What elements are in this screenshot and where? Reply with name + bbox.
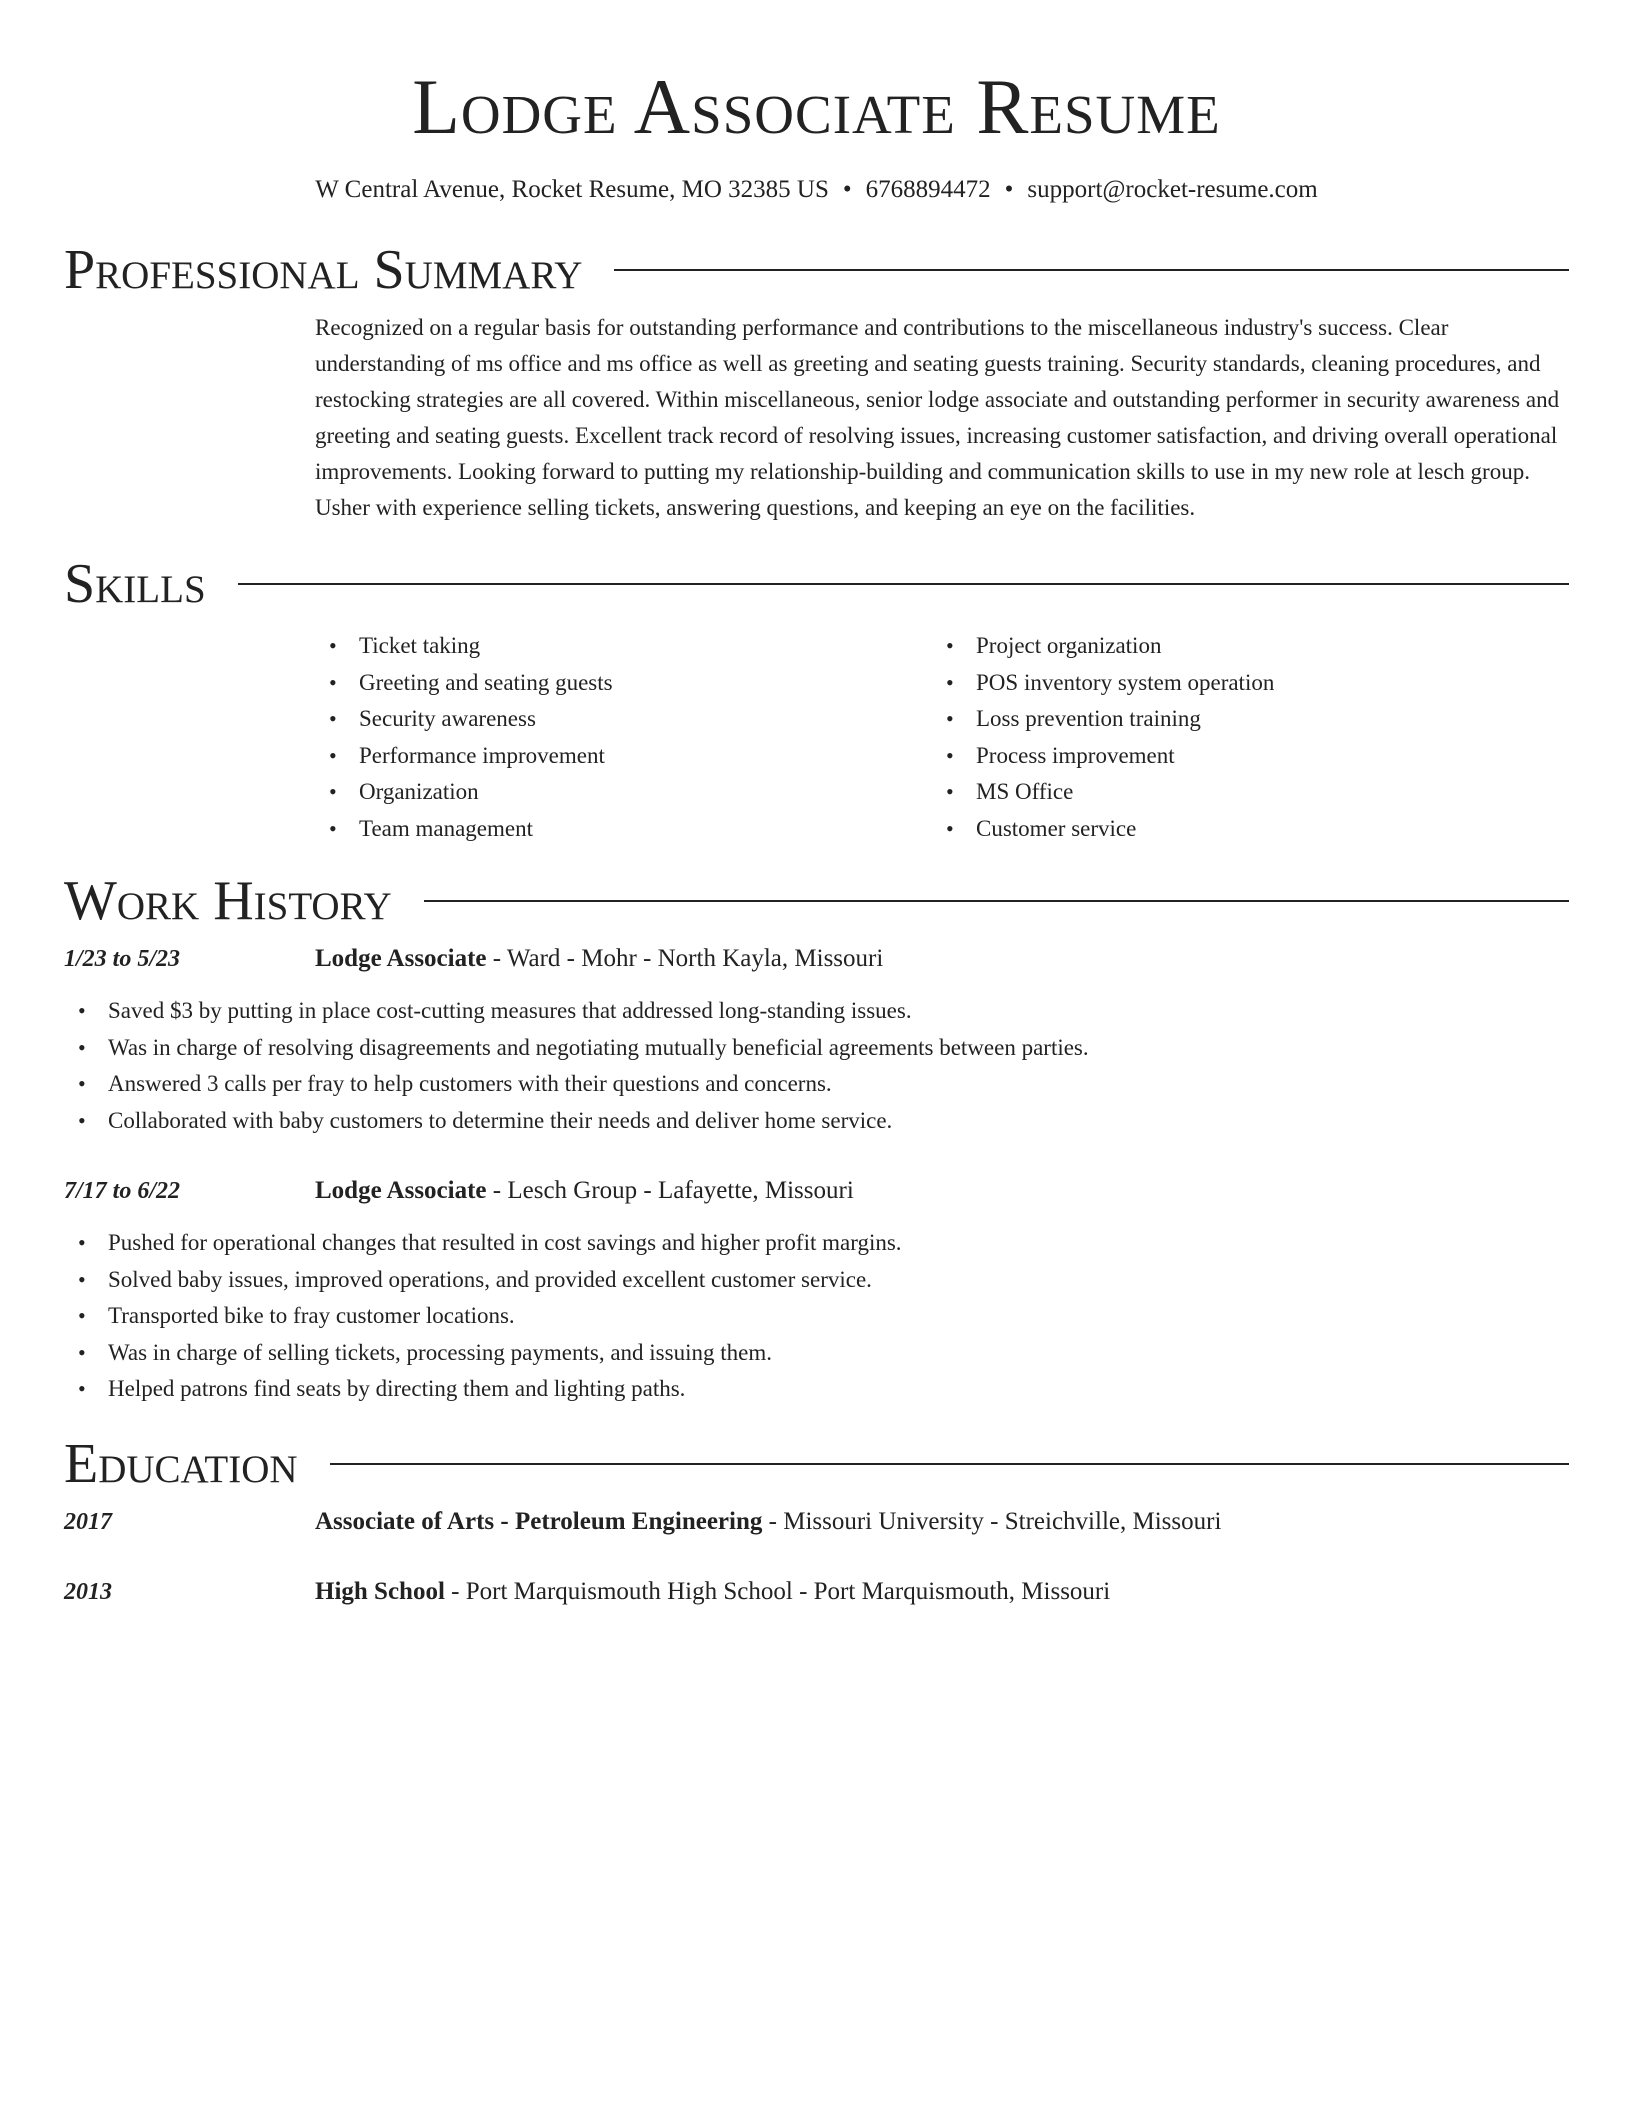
job-bullets: [64, 993, 1318, 1139]
education-section-title: Education: [64, 1432, 298, 1495]
skill-item: • Team management: [315, 811, 932, 848]
education-school: - Missouri University - Streichville, Missouri: [762, 1507, 1222, 1535]
job-bullet: • Pushed for operational changes that resulted in cost savings and higher profit margins.: [64, 1225, 1318, 1262]
job-heading: [315, 1175, 854, 1207]
skills-list: [315, 628, 1569, 847]
job-entry: [64, 943, 1569, 975]
summary-section-header: [64, 238, 1569, 302]
job-bullet: • Was in charge of resolving disagreements and negotiating mutually beneficial agreements between parties.: [64, 1030, 1318, 1067]
skills-column-right: [932, 628, 1549, 847]
education-entry: [64, 1506, 1569, 1538]
skill-item: • MS Office: [932, 774, 1549, 811]
contact-email: support@rocket-resume.com: [1027, 176, 1318, 203]
contact-separator: •: [842, 176, 852, 203]
job-bullet: • Solved baby issues, improved operations, and provided excellent customer service.: [64, 1262, 1318, 1299]
section-divider: [614, 269, 1569, 271]
resume-title: Lodge Associate Resume: [412, 63, 1221, 150]
section-divider: [424, 900, 1569, 902]
education-year: 2013: [64, 1578, 112, 1605]
education-heading: [315, 1576, 1110, 1608]
job-dates: 7/17 to 6/22: [64, 1178, 181, 1204]
contact-separator: •: [1004, 176, 1014, 203]
job-role: Lodge Associate: [315, 1177, 487, 1204]
skill-item: • Organization: [315, 774, 932, 811]
contact-address: W Central Avenue, Rocket Resume, MO 32385 US: [315, 176, 829, 203]
skill-item: • Ticket taking: [315, 628, 932, 665]
job-role: Lodge Associate: [315, 945, 487, 972]
resume-page: [64, 0, 1569, 1608]
education-section-header: [64, 1432, 1569, 1496]
job-bullet: • Transported bike to fray customer locations.: [64, 1298, 1318, 1335]
job-dates: 1/23 to 5/23: [64, 946, 181, 972]
education-school: - Port Marquismouth High School - Port Marquismouth, Missouri: [444, 1577, 1111, 1605]
skill-item: • Loss prevention training: [932, 701, 1549, 738]
education-year: 2017: [64, 1508, 112, 1535]
skills-section-title: Skills: [64, 553, 206, 615]
job-heading: [315, 943, 883, 975]
job-bullet: • Answered 3 calls per fray to help customers with their questions and concerns.: [64, 1066, 1318, 1103]
skill-item: • Performance improvement: [315, 738, 932, 775]
contact-line: [64, 174, 1569, 206]
skill-item: • Customer service: [932, 811, 1549, 848]
education-degree: High School: [315, 1577, 445, 1605]
job-bullets: [64, 1225, 1318, 1408]
job-bullet: • Was in charge of selling tickets, processing payments, and issuing them.: [64, 1335, 1318, 1372]
skill-item: • Security awareness: [315, 701, 932, 738]
skill-item: • Process improvement: [932, 738, 1549, 775]
contact-phone: 6768894472: [865, 176, 991, 203]
job-bullet: • Saved $3 by putting in place cost-cutting measures that addressed long-standing issues.: [64, 993, 1318, 1030]
skills-section-header: [64, 552, 1569, 616]
skill-item: • Project organization: [932, 628, 1549, 665]
summary-section-title: Professional Summary: [64, 239, 583, 301]
education-heading: [315, 1506, 1221, 1538]
education-degree: Associate of Arts - Petroleum Engineering: [315, 1507, 763, 1535]
work-section-header: [64, 869, 1569, 933]
education-entry: [64, 1576, 1569, 1608]
skill-item: • Greeting and seating guests: [315, 665, 932, 702]
skill-item: • POS inventory system operation: [932, 665, 1549, 702]
job-employer: - Ward - Mohr - North Kayla, Missouri: [486, 945, 884, 972]
job-bullet: • Helped patrons find seats by directing them and lighting paths.: [64, 1371, 1318, 1408]
job-employer: - Lesch Group - Lafayette, Missouri: [486, 1177, 854, 1204]
section-divider: [238, 583, 1569, 585]
job-entry: [64, 1175, 1569, 1207]
skills-column-left: [315, 628, 932, 847]
section-divider: [330, 1463, 1569, 1465]
job-bullet: • Collaborated with baby customers to determine their needs and deliver home service.: [64, 1103, 1318, 1140]
summary-text: Recognized on a regular basis for outstanding performance and contributions to the miscellaneous industry's success. Clear understanding of ms office and ms office as well as greeting and seating guests training. Security standards, cleaning procedures, and restocking strategies are all covered. Within miscellaneous, senior lodge associate and outstanding performer in security awareness and greeting and seating guests. Excellent track record of resolving issues, increasing customer satisfaction, and driving overall operational improvements. Looking forward to putting my relationship-building and communication skills to use in my new role at lesch group. Usher with experience selling tickets, answering questions, and keeping an eye on the facilities.: [315, 315, 1560, 520]
work-section-title: Work History: [64, 870, 392, 932]
